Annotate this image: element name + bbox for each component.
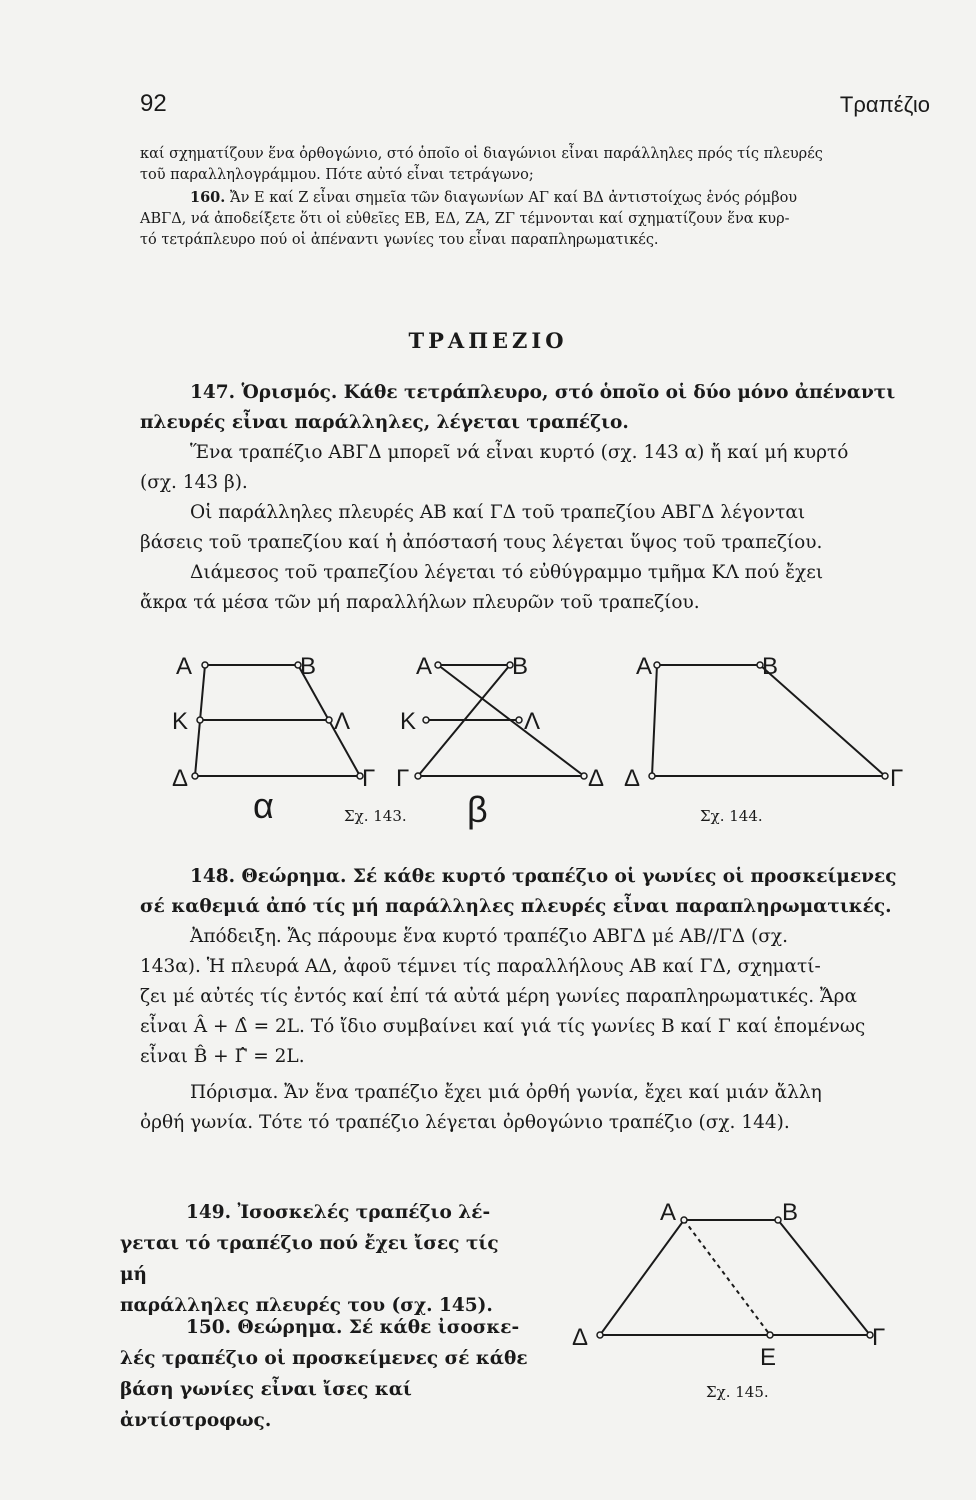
paragraph-147 bbox=[140, 378, 935, 618]
text-line: σέ καθεμιά ἀπό τίς μή παράλληλες πλευρές εἶναι παραπληρωματικές. bbox=[140, 896, 892, 917]
text-line: Ἀπόδειξη. Ἄς πάρουμε ἕνα κυρτό τραπέζιο ΑΒΓΔ μέ ΑΒ//ΓΔ (σχ. bbox=[190, 926, 788, 947]
figure-caption: Σχ. 145. bbox=[706, 1383, 769, 1401]
text-line: ὀρθή γωνία. Τότε τό τραπέζιο λέγεται ὀρθογώνιο τραπέζιο (σχ. 144). bbox=[140, 1112, 790, 1133]
text-line: Ἄν Ε καί Ζ εἶναι σημεῖα τῶν διαγωνίων ΑΓ καί ΒΔ ἀντιστοίχως ἑνός ρόμβου bbox=[229, 190, 798, 206]
text-line: βάσεις τοῦ τραπεζίου καί ἡ ἀπόστασή τους λέγεται ὕψος τοῦ τραπεζίου. bbox=[140, 532, 823, 553]
label-B: Β bbox=[300, 653, 317, 680]
text-line: τό τετράπλευρο πού οἱ ἀπέναντι γωνίες του εἶναι παραπληρωματικές. bbox=[140, 232, 659, 248]
exercise-number: 160. bbox=[190, 189, 226, 206]
label-D: Δ bbox=[572, 1324, 589, 1351]
text-line: Διάμεσος τοῦ τραπεζίου λέγεται τό εὐθύγραμμο τμῆμα ΚΛ πού ἔχει bbox=[190, 562, 824, 583]
theorem-148: 148. Θεώρημα. Σέ κάθε κυρτό τραπέζιο οἱ γωνίες οἱ προσκείμενες bbox=[190, 866, 897, 887]
label-A: Α bbox=[660, 1199, 677, 1226]
text-line: ζει μέ αὐτές τίς ἐντός καί ἐπί τά αὐτά μέρη γωνίες παραπληρωματικές. Ἄρα bbox=[140, 986, 858, 1007]
text-line: πλευρές εἶναι παράλληλες, λέγεται τραπέζιο. bbox=[140, 412, 629, 433]
text-line: εἶναι B̂ + Γ̂ = 2L. bbox=[140, 1046, 305, 1067]
trapezoid-144 bbox=[652, 665, 885, 776]
text-line: βάση γωνίες εἶναι ἴσες καί ἀντίστροφως. bbox=[120, 1379, 412, 1431]
text-line: Ἕνα τραπέζιο ΑΒΓΔ μπορεῖ νά εἶναι κυρτό (σχ. 143 α) ἤ καί μή κυρτό bbox=[190, 442, 849, 463]
text-line: (σχ. 143 β). bbox=[140, 472, 248, 493]
definition-149: 149. Ἰσοσκελές τραπέζιο λέ- bbox=[186, 1202, 491, 1223]
label-G: Γ bbox=[362, 765, 376, 792]
label-A: Α bbox=[176, 653, 193, 680]
label-G: Γ bbox=[890, 765, 904, 792]
page-number: 92 bbox=[140, 90, 167, 117]
paragraph-148 bbox=[140, 862, 935, 1138]
label-G: Γ bbox=[872, 1324, 886, 1351]
section-heading: ΤΡΑΠΕΖΙΟ bbox=[408, 328, 568, 353]
label-B: Β bbox=[782, 1199, 799, 1226]
definition-147: 147. Ὁρισμός. Κάθε τετράπλευρο, στό ὁποῖο οἱ δύο μόνο ἀπέναντι bbox=[190, 382, 896, 403]
text-line: εἶναι Â + Δ̂ = 2L. Τό ἴδιο συμβαίνει καί γιά τίς γωνίες Β καί Γ καί ἑπομένως bbox=[140, 1016, 866, 1037]
figure-145 bbox=[560, 1195, 940, 1420]
label-G: Γ bbox=[396, 765, 410, 792]
label-D: Δ bbox=[172, 765, 189, 792]
corollary: Πόρισμα. Ἄν ἕνα τραπέζιο ἔχει μιά ὀρθή γωνία, ἔχει καί μιάν ἄλλη bbox=[190, 1082, 822, 1103]
label-E: Ε bbox=[760, 1344, 777, 1371]
label-A: Α bbox=[416, 653, 433, 680]
label-K: Κ bbox=[400, 708, 417, 735]
text-line: γεται τό τραπέζιο πού ἔχει ἴσες τίς μή bbox=[120, 1233, 499, 1285]
figure-caption: Σχ. 143. bbox=[344, 807, 407, 825]
label-B: Β bbox=[512, 653, 529, 680]
label-A: Α bbox=[636, 653, 653, 680]
exercise-159-tail bbox=[140, 144, 935, 186]
exercise-160 bbox=[140, 187, 935, 251]
figures-143-144 bbox=[0, 640, 976, 840]
paragraph-150 bbox=[120, 1312, 530, 1436]
text-line: τοῦ παραλληλογράμμου. Πότε αὐτό εἶναι τετράγωνο; bbox=[140, 167, 534, 183]
label-L: Λ bbox=[334, 708, 351, 735]
figure-caption: Σχ. 144. bbox=[700, 807, 763, 825]
text-line: λές τραπέζιο οἱ προσκείμενες σέ κάθε bbox=[120, 1348, 528, 1369]
theorem-150: 150. Θεώρημα. Σέ κάθε ἰσοσκε- bbox=[186, 1317, 520, 1338]
text-line: ΑΒΓΔ, νά ἀποδείξετε ὅτι οἱ εὐθεῖες ΕΒ, ΕΔ, ΖΑ, ΖΓ τέμνονται καί σχηματίζουν ἕνα κυρ- bbox=[140, 211, 790, 227]
text-line: καί σχηματίζουν ἕνα ὀρθογώνιο, στό ὁποῖο οἱ διαγώνιοι εἶναι παράλληλες πρός τίς πλευρές bbox=[140, 146, 823, 162]
text-line: 143α). Ἡ πλευρά ΑΔ, ἀφοῦ τέμνει τίς παραλλήλους ΑΒ καί ΓΔ, σχηματί- bbox=[140, 956, 821, 977]
figure-tag-beta: β bbox=[467, 789, 488, 830]
running-title: Τραπέζιο bbox=[839, 92, 930, 117]
text-line: ἄκρα τά μέσα τῶν μή παραλλήλων πλευρῶν τοῦ τραπεζίου. bbox=[140, 592, 700, 613]
auxiliary-line bbox=[684, 1220, 770, 1335]
isosceles-trapezoid bbox=[600, 1220, 870, 1335]
paragraph-149 bbox=[120, 1197, 530, 1321]
label-B: Β bbox=[762, 653, 779, 680]
label-D: Δ bbox=[624, 765, 641, 792]
label-K: Κ bbox=[172, 708, 189, 735]
text-line: παράλληλες πλευρές του (σχ. 145). bbox=[120, 1295, 493, 1316]
label-D: Δ bbox=[588, 765, 605, 792]
label-L: Λ bbox=[524, 708, 541, 735]
text-line: Οἱ παράλληλες πλευρές ΑΒ καί ΓΔ τοῦ τραπεζίου ΑΒΓΔ λέγονται bbox=[190, 502, 806, 523]
figure-tag-alpha: α bbox=[253, 785, 274, 826]
